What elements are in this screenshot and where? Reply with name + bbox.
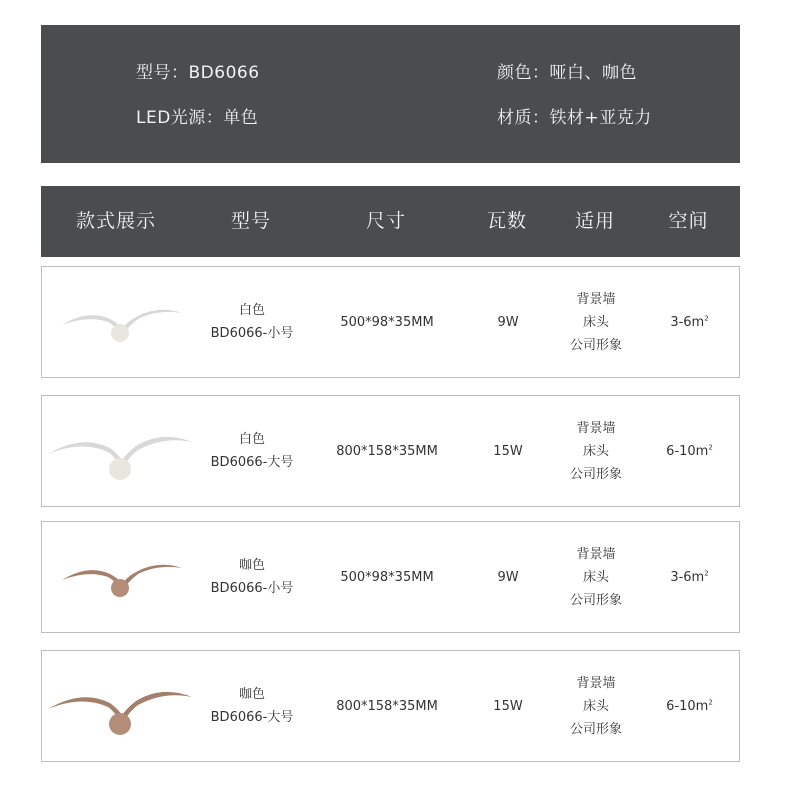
seagull-lamp-icon [42,396,202,506]
seagull-lamp-icon [42,522,202,632]
application-item: 公司形象 [569,592,622,608]
application-item: 床头 [582,569,609,585]
model-cell [192,522,312,632]
size-value: 500*98*35MM [340,314,434,330]
header-application: 适用 [574,210,615,232]
header-space: 空间 [668,210,709,232]
wattage-cell [462,651,554,761]
application-cell [554,267,638,377]
seagull-lamp-icon [42,651,202,761]
size-cell [312,267,462,377]
spec-light-source: LED光源：单色 [136,108,259,128]
space-range: 6-10m [666,698,709,714]
model-cell [192,396,312,506]
header-wattage: 瓦数 [486,210,527,232]
application-item: 公司形象 [569,466,622,482]
space-range: 3-6m [670,569,705,585]
wattage-value: 9W [497,314,519,330]
space-value [666,440,713,463]
lamp-base-shape [109,713,131,735]
lamp-base-shape [111,579,129,597]
wattage-value: 9W [497,569,519,585]
header-model: 型号 [230,210,271,232]
table-row [41,650,740,762]
wattage-cell [462,396,554,506]
application-item: 背景墙 [576,675,616,691]
wattage-cell [462,267,554,377]
header-size: 尺寸 [365,210,406,232]
color-name: 咖色 [238,687,265,702]
square-unit-superscript: 2 [708,443,713,452]
space-cell [638,396,741,506]
table-header [41,186,740,257]
spec-color: 颜色：哑白、咖色 [497,63,637,83]
application-cell [554,522,638,632]
model-number: BD6066-小号 [210,326,294,341]
space-cell [638,522,741,632]
model-cell [192,651,312,761]
space-value [670,566,708,589]
color-name: 白色 [238,432,265,447]
application-item: 背景墙 [576,291,616,307]
table-row [41,521,740,633]
table-row [41,266,740,378]
size-cell [312,396,462,506]
model-number: BD6066-大号 [210,710,294,725]
spec-material: 材质：铁材+亚克力 [497,108,652,128]
model-cell [192,267,312,377]
table-row [41,395,740,507]
wattage-value: 15W [493,698,523,714]
space-cell [638,651,741,761]
lamp-base-shape [111,324,129,342]
size-cell [312,651,462,761]
seagull-lamp-icon [42,267,202,377]
application-cell [554,396,638,506]
size-value: 800*158*35MM [336,698,438,714]
header-style: 款式展示 [75,210,156,232]
spec-model: 型号：BD6066 [136,63,260,83]
application-item: 公司形象 [569,721,622,737]
application-cell [554,651,638,761]
size-cell [312,522,462,632]
space-range: 6-10m [666,443,709,459]
space-value [666,695,713,718]
size-value: 800*158*35MM [336,443,438,459]
square-unit-superscript: 2 [704,314,709,323]
wattage-value: 15W [493,443,523,459]
spec-panel [41,25,740,163]
application-item: 公司形象 [569,337,622,353]
application-item: 背景墙 [576,546,616,562]
model-number: BD6066-大号 [210,455,294,470]
space-range: 3-6m [670,314,705,330]
color-name: 白色 [238,303,265,318]
space-value [670,311,708,334]
square-unit-superscript: 2 [704,569,709,578]
application-item: 床头 [582,443,609,459]
space-cell [638,267,741,377]
square-unit-superscript: 2 [708,698,713,707]
lamp-base-shape [109,458,131,480]
model-number: BD6066-小号 [210,581,294,596]
application-item: 床头 [582,314,609,330]
color-name: 咖色 [238,558,265,573]
application-item: 背景墙 [576,420,616,436]
wattage-cell [462,522,554,632]
size-value: 500*98*35MM [340,569,434,585]
application-item: 床头 [582,698,609,714]
